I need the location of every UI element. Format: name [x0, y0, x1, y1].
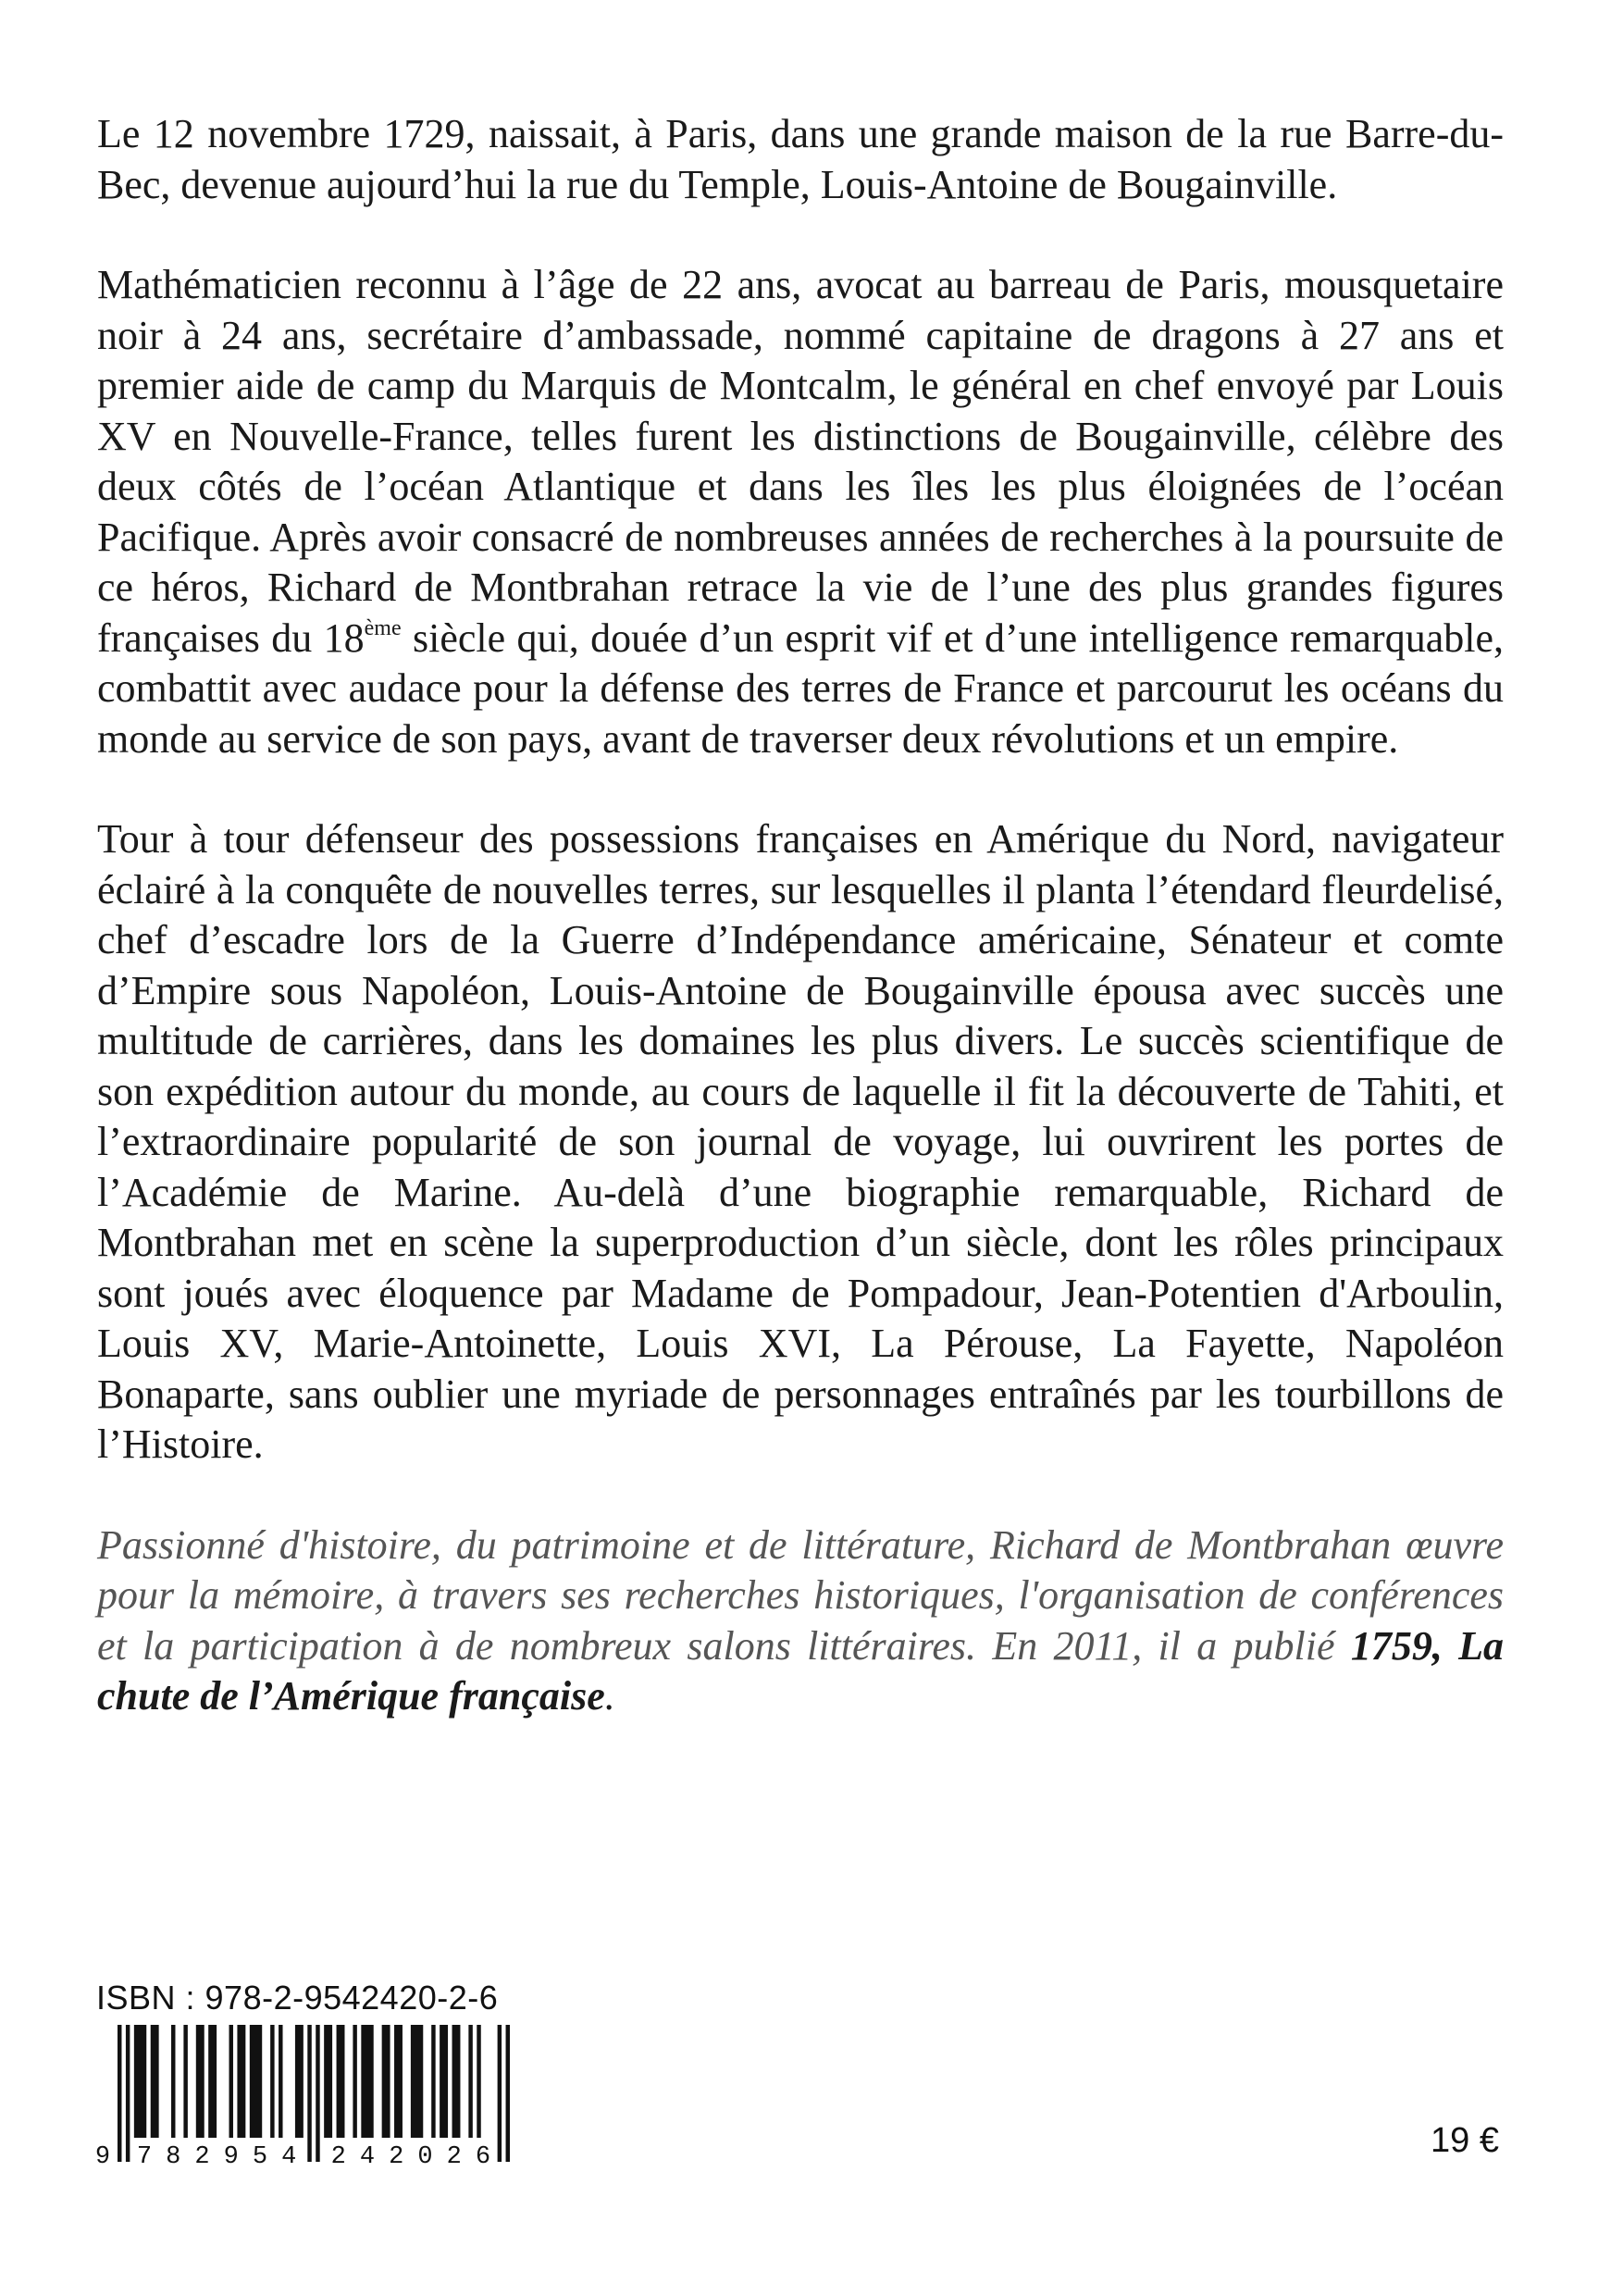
- author-bio-text: Passionné d'histoire, du patrimoine et de littérature, Richard de Montbrahan œuvre pour la mémoire, à travers ses recherches historiques, l'organisation de conférences et la participation à de nombreux salons littéraires. En 2011, il a publié: [97, 1521, 1504, 1669]
- barcode-digit: 4: [359, 2143, 376, 2166]
- barcode-bar: [295, 2025, 304, 2138]
- barcode-bar: [452, 2025, 461, 2138]
- barcode-digit: 2: [194, 2143, 210, 2166]
- barcode-bar: [279, 2025, 282, 2138]
- author-bio-end: .: [604, 1673, 615, 1719]
- paragraph-career-text: Mathématicien reconnu à l’âge de 22 ans, avocat au barreau de Paris, mousquetaire noir à 24 ans, secrétaire d’ambassade, nommé capitaine de dragons à 27 ans et premier aide de camp du Marquis de Montcalm, le général en chef envoyé par Louis XV en Nouvelle-France, telles furent les distinctions de Bougainville, célèbre des deux côtés de l’océan Atlantique et dans les îles les plus éloignées de l’océan Pacifique. Après avoir consacré de nombreuses années de recherches à la poursuite de ce héros, Richard de Montbrahan retrace la vie de l’une des plus grandes figures françaises du 18: [97, 262, 1504, 661]
- paragraph-career-text-cont: siècle qui, douée d’un esprit vif et d’une intelligence remarquable, combattit avec audace pour la défense des terres de France et parcourut les océans du monde au service de son pays, avant de traverser deux révolutions et un empire.: [97, 614, 1504, 762]
- barcode-bar: [337, 2025, 345, 2138]
- barcode-bar: [361, 2025, 373, 2138]
- barcode-bar: [118, 2025, 121, 2162]
- barcode-digit: 2: [446, 2143, 462, 2166]
- barcode-digit: 5: [252, 2143, 268, 2166]
- barcode-bar: [307, 2025, 311, 2162]
- paragraph-birth: Le 12 novembre 1729, naissait, à Paris, dans une grande maison de la rue Barre-du-Bec, devenue aujourd’hui la rue du Temple, Louis-Antoine de Bougainville.: [97, 111, 1504, 207]
- barcode-bar: [506, 2025, 510, 2162]
- barcode-bar: [394, 2025, 403, 2138]
- isbn-label: ISBN : 978-2-9542420-2-6: [96, 1979, 499, 2017]
- barcode-bar: [270, 2025, 274, 2138]
- barcode-digit: 9: [94, 2143, 111, 2166]
- author-bio: [97, 1520, 1504, 1722]
- barcode-digit: 0: [417, 2143, 433, 2166]
- barcode-bar: [324, 2025, 332, 2138]
- barcode-bar: [208, 2025, 217, 2138]
- barcode-bar: [229, 2025, 233, 2138]
- barcode-bar: [411, 2025, 423, 2138]
- barcode-bar: [477, 2025, 480, 2138]
- barcode-bar: [171, 2025, 175, 2138]
- barcode-bar: [237, 2025, 245, 2138]
- paragraph-roles: Tour à tour défenseur des possessions françaises en Amérique du Nord, navigateur éclairé à la conquête de nouvelles terres, sur lesquelles il planta l’étendard fleurdelisé, chef d’escadre lors de la Guerre d’Indépendance américaine, Sénateur et comte d’Empire sous Napoléon, Louis-Antoine de Bougainville épousa avec succès une multitude de carrières, dans les domaines les plus divers. Le succès scientifique de son expédition autour du monde, au cours de laquelle il fit la découverte de Tahiti, et l’extraordinaire popularité de son journal de voyage, lui ouvrirent les portes de l’Académie de Marine. Au-delà d’une biographie remarquable, Richard de Montbrahan met en scène la superproduction d’un siècle, dont les rôles principaux sont joués avec éloquence par Madame de Pompadour, Jean-Potentien d'Arboulin, Louis XV, Marie-Antoinette, Louis XVI, La Pérouse, La Fayette, Napoléon Bonaparte, sans oublier une myriade de personnages entraînés par les tourbillons de l’Histoire.: [97, 816, 1504, 1467]
- barcode-bar: [316, 2025, 319, 2162]
- barcode-bar: [183, 2025, 187, 2138]
- barcode-bar: [196, 2025, 204, 2138]
- barcode-bar: [382, 2025, 390, 2138]
- barcode-digit: 6: [475, 2143, 491, 2166]
- barcode-bar: [431, 2025, 435, 2138]
- barcode-bar: [440, 2025, 448, 2138]
- barcode-digit: 9: [223, 2143, 239, 2166]
- barcode-bar: [250, 2025, 262, 2138]
- barcode-digit: 2: [330, 2143, 346, 2166]
- barcode-digit: 7: [136, 2143, 153, 2166]
- price-label: 19 €: [1431, 2121, 1499, 2160]
- barcode-bar: [498, 2025, 502, 2162]
- previous-book-title: 1759, La chute de l’Amérique française: [97, 1622, 1504, 1719]
- ordinal-superscript: ème: [364, 615, 402, 640]
- barcode-bar: [134, 2025, 146, 2138]
- back-cover-text: [97, 109, 1504, 1722]
- paragraph-career: [97, 260, 1504, 764]
- barcode-bar: [126, 2025, 130, 2162]
- barcode-bar: [151, 2025, 159, 2138]
- barcode-bar: [353, 2025, 356, 2138]
- barcode-digit: 4: [281, 2143, 297, 2166]
- barcode-digit: 8: [166, 2143, 181, 2166]
- barcode-digit: 2: [389, 2143, 404, 2166]
- barcode-bar: [468, 2025, 472, 2138]
- isbn-barcode: [93, 2025, 514, 2166]
